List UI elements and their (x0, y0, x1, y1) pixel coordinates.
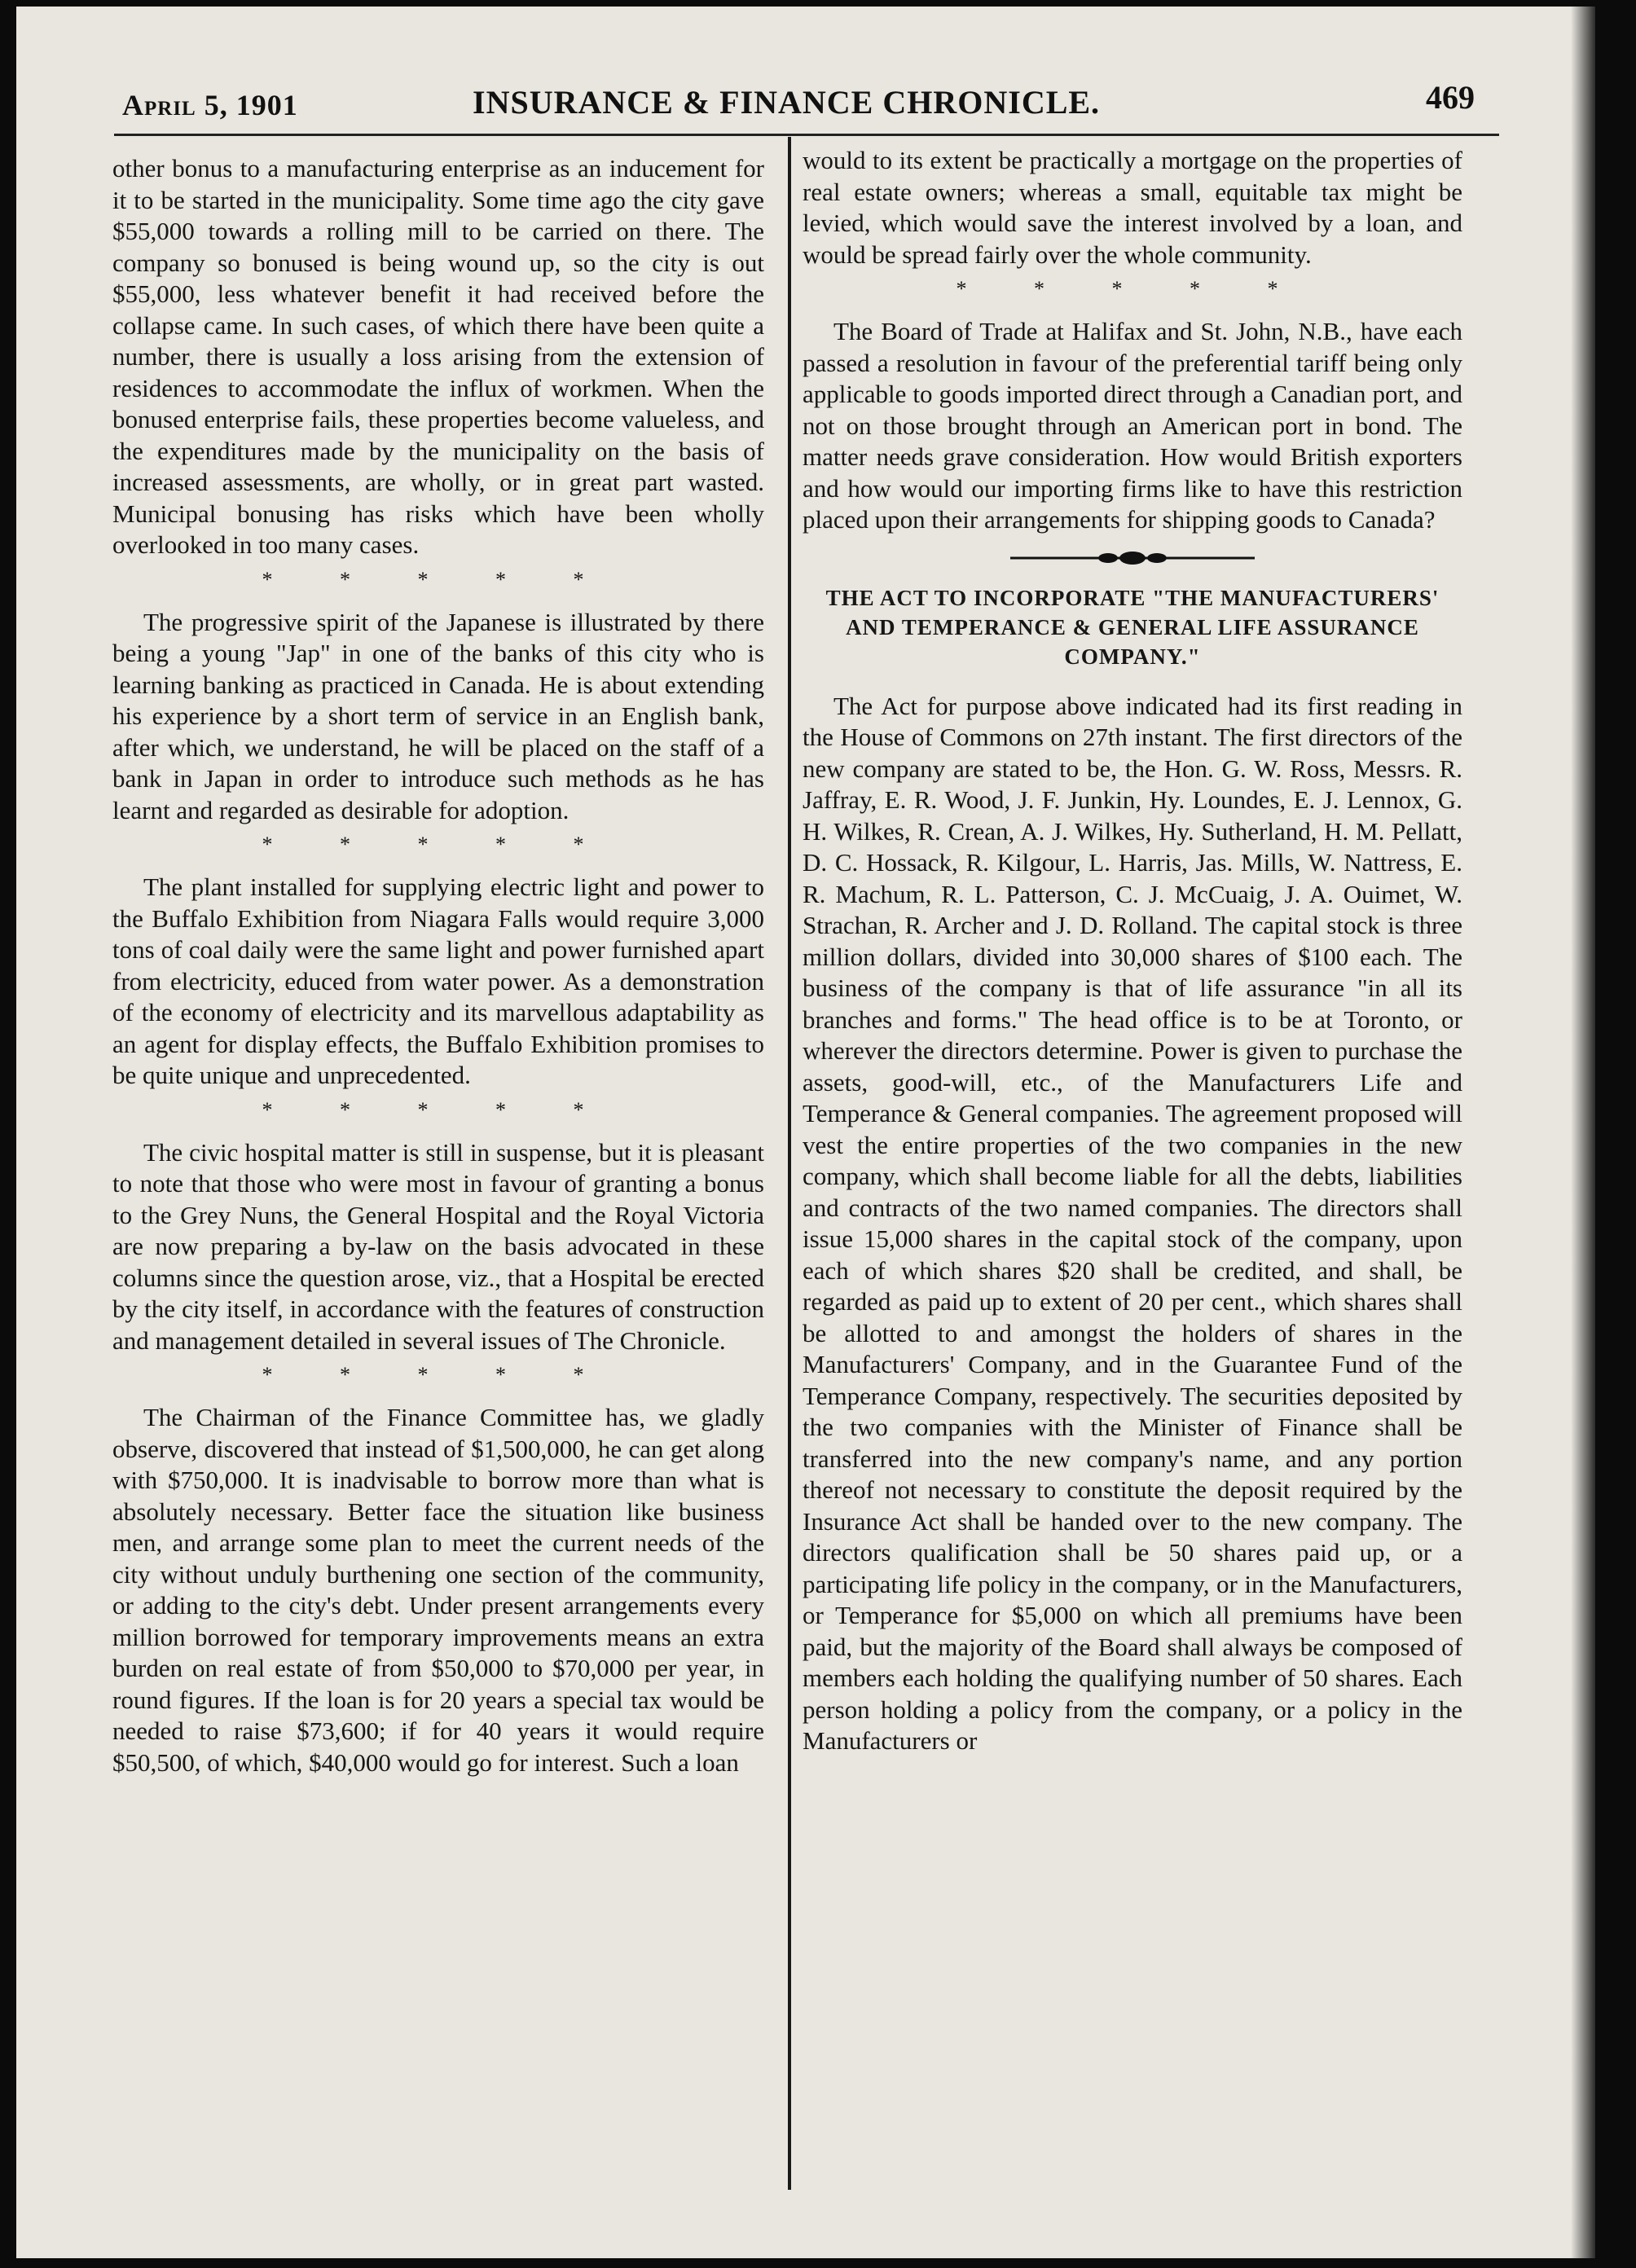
article-headline: THE ACT TO INCORPORATE "THE MANUFACTURERS' AND TEMPERANCE & GENERAL LIFE ASSURANCE COMPANY." (825, 585, 1440, 669)
publication-title: INSURANCE & FINANCE CHRONICLE. (473, 84, 1101, 121)
page-number: 469 (1426, 79, 1475, 116)
section-separator: * * * * * (262, 1363, 615, 1387)
paragraph-loan-continuation: would to its extent be practically a mortgage on the properties of real estate owners; whereas a small, equitable tax might be levied, which would save the interest involved by a loan, and would be spread fairly over the whole community. (803, 146, 1462, 269)
paragraph-act-details: The Act for purpose above indicated had its first reading in the House of Commons on 27th instant. The first directors of the new company are stated to be, the Hon. G. W. Ross, Messrs. R. Jaffray, E. R. Wood, J. F. Junkin, Hy. Loundes, E. J. Lennox, G. H. Wilkes, R. Crean, A. J. Wilkes, Hy. Sutherland, H. M. Pellatt, D. C. Hossack, R. Kilgour, L. Harris, Jas. Mills, W. Nattress, E. R. Machum, R. L. Patterson, C. J. McCuaig, J. A. Ouimet, W. Strachan, R. Archer and J. D. Rolland. The capital stock is three million dollars, divided into 30,000 shares of $100 each. The business of the company is that of life assurance "in all its branches and forms." The head office is to be at Toronto, or wherever the directors determine. Power is given to purchase the assets, good-will, etc., of the Manufacturers Life and Temperance & General companies. The agreement proposed will vest the entire properties of the two companies in the new company, which shall become liable for all the debts, liabilities and contracts of the two named companies. The directors shall issue 15,000 shares in the capital stock of the company, upon each of which shares $20 shall be credited, and shall, be regarded as paid up to extent of 20 per cent., which shares shall be allotted to and amongst the holders of shares in the Manufacturers' Company, and in the Guarantee Fund of the Temperance Company, respectively. The securities deposited by the two companies with the Minister of Finance shall be transferred into the new company's name, and any portion thereof not necessary to constitute the deposit required by the Insurance Act shall be handed over to the new company. The directors qualification shall be 50 shares paid up, or a participating life policy in the company, or in the Manufacturers, or Temperance for $5,000 on which all premiums have been paid, but the majority of the Board shall always be composed of members each holding the qualifying number of 50 shares. Each person holding a policy from the company, or a policy in the Manufacturers or (803, 691, 1462, 1755)
paragraph-municipal-bonusing: other bonus to a manufacturing enterprise as an inducement for it to be started in the municipality. Some time ago the city gave $55,000 towards a rolling mill to be carried on there. The company so bonused is being wound up, so the city is out $55,000, less whatever benefit it had received before the collapse came. In such cases, of which there have been quite a number, there is usually a loss arising from the extension of residences to accommodate the influx of workmen. When the bonused enterprise fails, these properties become valueless, and the expenditures made by the municipality on the basis of increased assessments, are wholly, or in great part wasted. Municipal bonusing has risks which have been wholly overlooked in too many cases. (112, 154, 764, 559)
section-separator: * * * * * (262, 833, 615, 856)
ornamental-rule-icon (1010, 551, 1255, 565)
header-rule (114, 134, 1499, 136)
page-edge-shadow (1571, 7, 1595, 2258)
issue-date: April 5, 1901 (122, 89, 298, 121)
paragraph-board-of-trade: The Board of Trade at Halifax and St. John, N.B., have each passed a resolution in favour of the preferential tariff being only applicable to goods imported direct through a Canadian port, and not on those brought through an American port in bond. The matter needs grave consideration. How would British exporters and how would our importing firms like to have this restriction placed upon their arrangements for shipping goods to Canada? (803, 317, 1462, 534)
section-separator: * * * * * (956, 277, 1309, 301)
section-separator: * * * * * (262, 1097, 615, 1122)
paragraph-civic-hospital: The civic hospital matter is still in suspense, but it is pleasant to note that those who were most in favour of granting a bonus to the Grey Nuns, the General Hospital and the Royal Victoria are now preparing a by-law on the basis advocated in these columns since the question arose, viz., that a Hospital be erected by the city itself, in accordance with the features of construction and management detailed in several issues of The Chronicle. (112, 1137, 764, 1355)
paragraph-buffalo-exhibition: The plant installed for supplying electric light and power to the Buffalo Exhibition from Niagara Falls would require 3,000 tons of coal daily were the same light and power furnished apart from electricity, educed from water power. As a demonstration of the economy of electricity and its marvellous adaptability as an agent for display effects, the Buffalo Exhibition promises to be quite unique and unprecedented. (112, 872, 764, 1089)
left-column (112, 153, 764, 1778)
section-separator: * * * * * (262, 567, 615, 591)
right-column (803, 145, 1462, 1757)
newspaper-page (16, 7, 1595, 2258)
paragraph-japanese-banker: The progressive spirit of the Japanese is illustrated by there being a young "Jap" in one of the banks of this city who is learning banking as practiced in Canada. He is about extending his experience by a short term of service in an English bank, after which, we understand, he will be placed on the staff of a bank in Japan in order to introduce such methods as he has learnt and regarded as desirable for adoption. (112, 607, 764, 824)
running-header (122, 78, 1507, 127)
paragraph-finance-committee: The Chairman of the Finance Committee has, we gladly observe, discovered that instead of $1,500,000, he can get along with $750,000. It is inadvisable to borrow more than what is absolutely necessary. Better face the situation like business men, and arrange some plan to meet the current needs of the city without unduly burthening one section of the community, or adding to the city's debt. Under present arrangements every million borrowed for temporary improvements means an extra burden on real estate of from $50,000 to $70,000 per year, in round figures. If the loan is for 20 years a special tax would be needed to raise $73,600; if for 40 years it would require $50,500, of which, $40,000 would go for interest. Such a loan (112, 1403, 764, 1777)
column-divider (788, 137, 791, 2190)
